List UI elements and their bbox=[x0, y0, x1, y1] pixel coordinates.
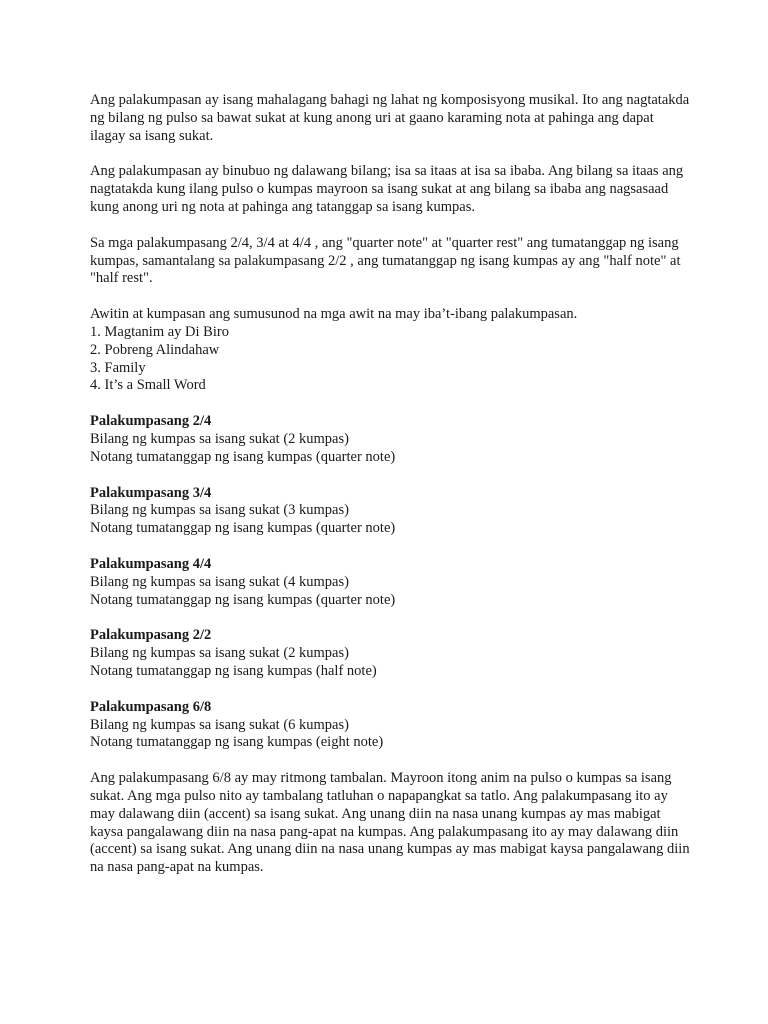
section-title: Palakumpasang 2/2 bbox=[90, 627, 212, 644]
section-beats: Bilang ng kumpas sa isang sukat (2 kumpas) bbox=[90, 430, 349, 447]
section-beats: Bilang ng kumpas sa isang sukat (4 kumpas) bbox=[90, 573, 349, 590]
section-note: Notang tumatanggap ng isang kumpas (quarter note) bbox=[90, 448, 396, 465]
document-page bbox=[90, 92, 690, 895]
song-item: 1. Magtanim ay Di Biro bbox=[90, 323, 229, 340]
section-2-4 bbox=[90, 413, 690, 466]
song-list bbox=[90, 324, 690, 395]
song-item: 3. Family bbox=[90, 359, 146, 376]
section-title: Palakumpasang 6/8 bbox=[90, 698, 212, 715]
song-item: 4. It’s a Small Word bbox=[90, 377, 206, 394]
song-item: 2. Pobreng Alindahaw bbox=[90, 341, 220, 358]
intro-paragraph-1: Ang palakumpasan ay isang mahalagang bahagi ng lahat ng komposisyong musikal. Ito ang nagtatakda ng bilang ng pulso sa bawat sukat at kung anong uri at gaano karaming nota at pahinga ang dapat ilagay sa isang sukat. bbox=[90, 92, 690, 144]
section-3-4 bbox=[90, 485, 690, 538]
section-title: Palakumpasang 2/4 bbox=[90, 413, 212, 430]
section-title: Palakumpasang 4/4 bbox=[90, 555, 212, 572]
closing-paragraph: Ang palakumpasang 6/8 ay may ritmong tambalan. Mayroon itong anim na pulso o kumpas sa isang sukat. Ang mga pulso nito ay tambalang tatluhan o napapangkat sa tatlo. Ang palakumpasang ito ay may dalawang diin (accent) sa isang sukat. Ang unang diin na nasa unang kumpas ay mas mabigat kaysa pangalawang diin na nasa pang-apat na kumpas. Ang palakumpasang ito ay may dalawang diin (accent) sa isang sukat. Ang unang diin na nasa unang kumpas ay mas mabigat kaysa pangalawang diin na nasa pang-apat na kumpas. bbox=[90, 770, 690, 876]
section-beats: Bilang ng kumpas sa isang sukat (6 kumpas) bbox=[90, 716, 349, 733]
section-beats: Bilang ng kumpas sa isang sukat (2 kumpas) bbox=[90, 645, 349, 662]
songs-intro: Awitin at kumpasan ang sumusunod na mga awit na may iba’t-ibang palakumpasan. bbox=[90, 306, 578, 323]
section-note: Notang tumatanggap ng isang kumpas (eight note) bbox=[90, 734, 384, 751]
section-beats: Bilang ng kumpas sa isang sukat (3 kumpas) bbox=[90, 502, 349, 519]
section-title: Palakumpasang 3/4 bbox=[90, 484, 212, 501]
section-note: Notang tumatanggap ng isang kumpas (half note) bbox=[90, 662, 377, 679]
section-2-2 bbox=[90, 627, 690, 680]
section-6-8 bbox=[90, 699, 690, 752]
intro-paragraph-2: Ang palakumpasan ay binubuo ng dalawang bilang; isa sa itaas at isa sa ibaba. Ang bilang sa itaas ang nagtatakda kung ilang pulso o kumpas mayroon sa isang sukat at ang bilang sa ibaba ang nagsasaad kung anong uri ng nota at pahinga ang tatanggap sa isang kumpas. bbox=[90, 163, 684, 215]
section-note: Notang tumatanggap ng isang kumpas (quarter note) bbox=[90, 591, 396, 608]
section-note: Notang tumatanggap ng isang kumpas (quarter note) bbox=[90, 520, 396, 537]
intro-paragraph-3: Sa mga palakumpasang 2/4, 3/4 at 4/4 , ang "quarter note" at "quarter rest" ang tumatanggap ng isang kumpas, samantalang sa palakumpasang 2/2 , ang tumatanggap ng isang kumpas ay ang "half note" at "half rest". bbox=[90, 234, 681, 287]
section-4-4 bbox=[90, 556, 690, 609]
